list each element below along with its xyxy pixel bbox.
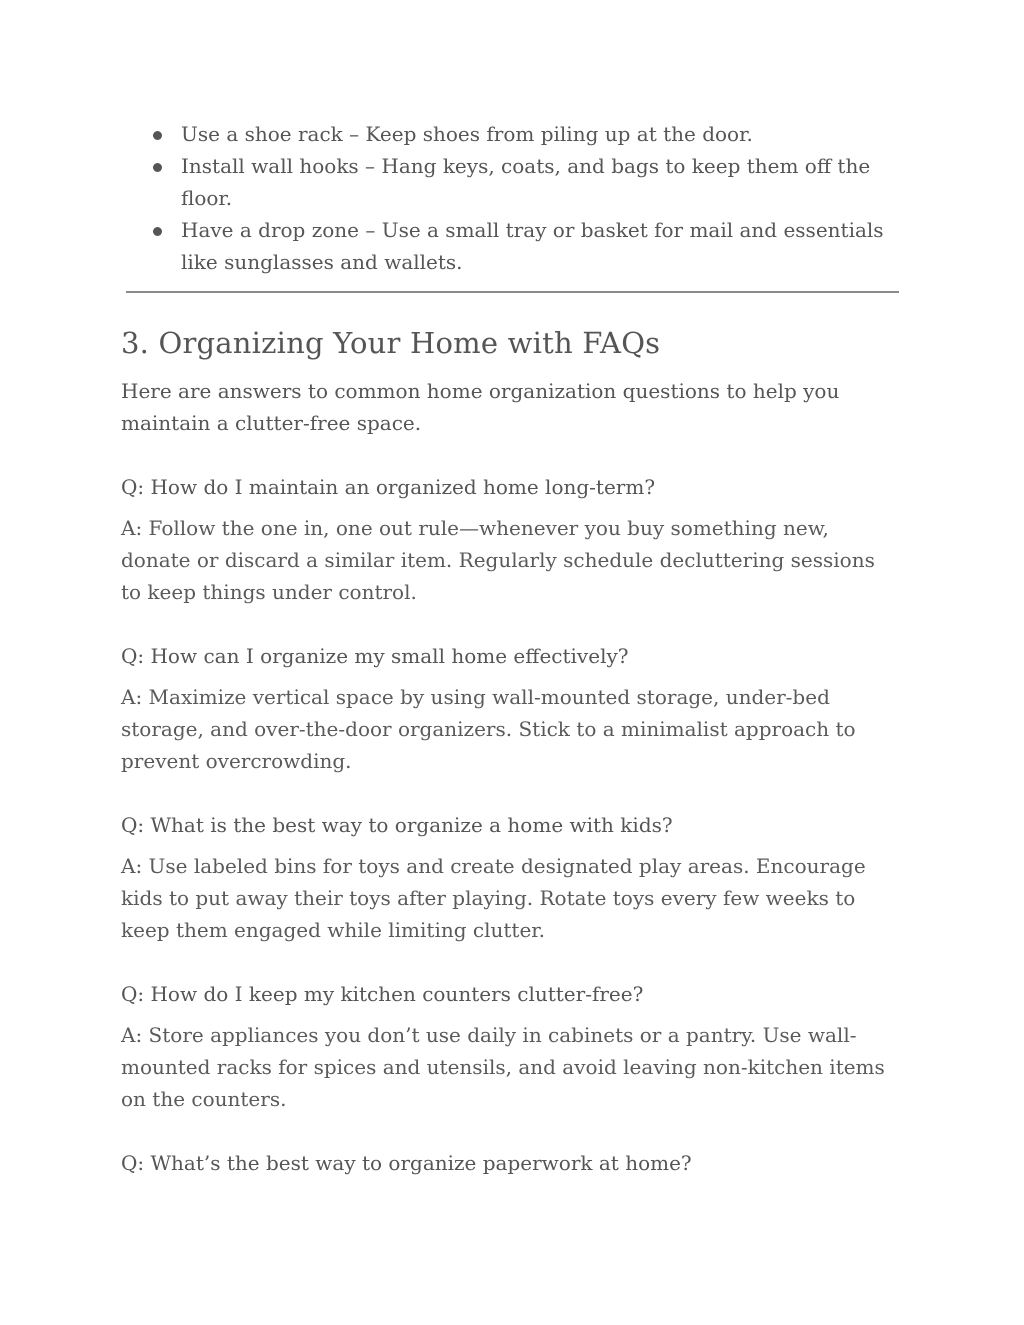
faq-question: Q: What is the best way to organize a home with kids? — [121, 813, 673, 837]
bullet-item-drop-zone — [181, 214, 899, 278]
faq-answer: A: Store appliances you don’t use daily in cabinets or a pantry. Use wall-mounted racks for spices and utensils, and avoid leaving non-kitchen items on the counters. — [121, 1023, 885, 1111]
faq-item — [121, 1147, 899, 1179]
faq-item — [121, 809, 899, 946]
faq-answer: A: Maximize vertical space by using wall-mounted storage, under-bed storage, and over-the-door organizers. Stick to a minimalist approach to prevent overcrowding. — [121, 685, 856, 773]
bullet-item-wall-hooks — [181, 150, 899, 214]
bullet-text: Have a drop zone – Use a small tray or basket for mail and essentials like sunglasses and wallets. — [181, 218, 884, 274]
section-intro: Here are answers to common home organization questions to help you maintain a clutter-free space. — [121, 379, 840, 435]
faq-question: Q: How do I keep my kitchen counters clutter-free? — [121, 982, 644, 1006]
bullet-item-shoe-rack — [181, 118, 899, 150]
faq-item — [121, 640, 899, 777]
faq-question: Q: What’s the best way to organize paperwork at home? — [121, 1151, 692, 1175]
section-heading: 3. Organizing Your Home with FAQs — [121, 326, 661, 360]
faq-answer: A: Use labeled bins for toys and create designated play areas. Encourage kids to put away their toys after playing. Rotate toys every few weeks to keep them engaged while limiting clutter. — [121, 854, 866, 942]
bullet-text: Use a shoe rack – Keep shoes from piling up at the door. — [181, 122, 753, 146]
bullet-dot-icon — [153, 131, 162, 140]
bullet-dot-icon — [153, 163, 162, 172]
faq-answer: A: Follow the one in, one out rule—whenever you buy something new, donate or discard a similar item. Regularly schedule decluttering sessions to keep things under control. — [121, 516, 875, 604]
faq-question: Q: How do I maintain an organized home long-term? — [121, 475, 656, 499]
faq-item — [121, 978, 899, 1115]
bullet-dot-icon — [153, 227, 162, 236]
bullet-text: Install wall hooks – Hang keys, coats, and bags to keep them off the floor. — [181, 154, 871, 210]
horizontal-divider — [126, 291, 899, 293]
bullet-list — [121, 118, 899, 278]
faq-question: Q: How can I organize my small home effectively? — [121, 644, 629, 668]
faq-item — [121, 471, 899, 608]
document-page — [121, 118, 899, 1179]
